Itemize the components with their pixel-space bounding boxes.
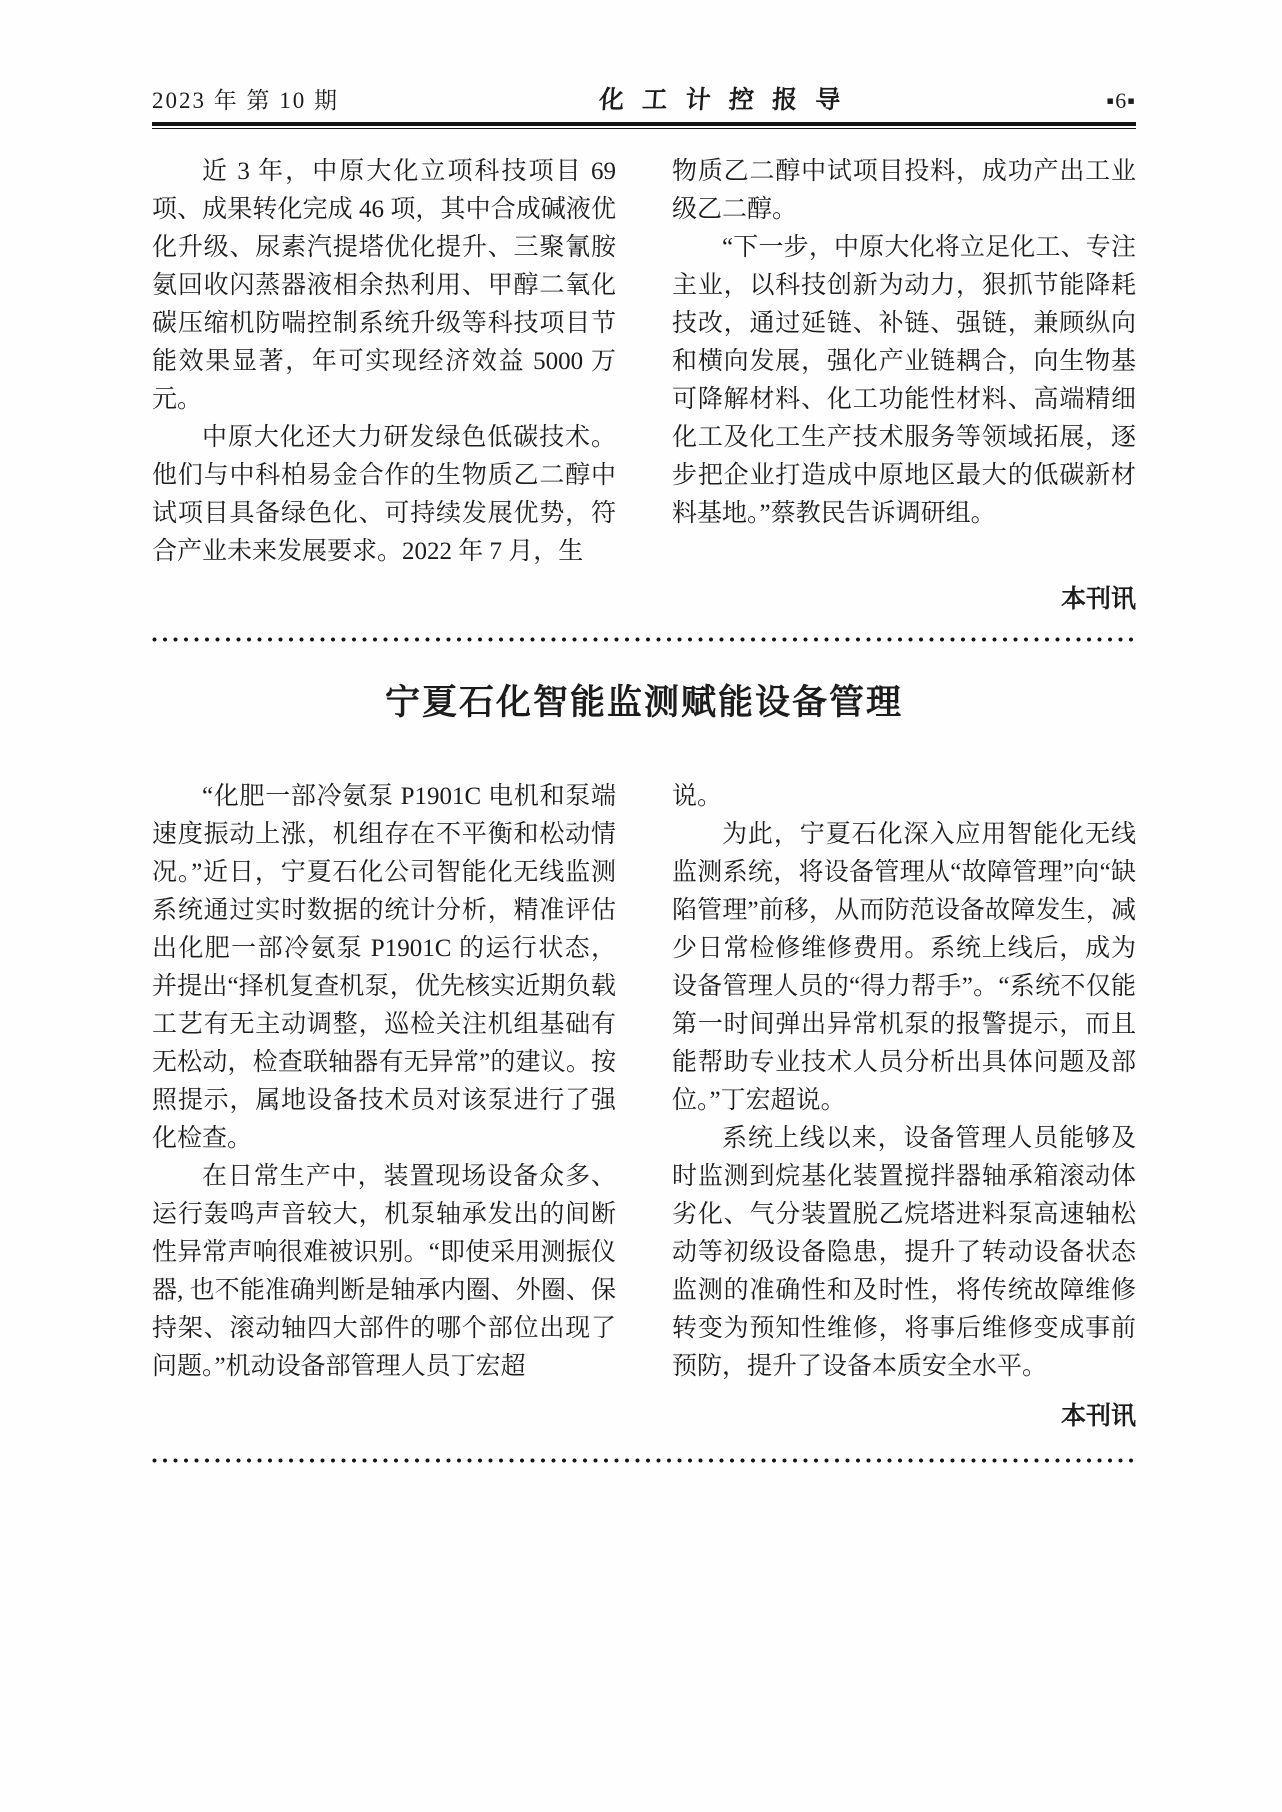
page-content xyxy=(152,0,1136,1463)
journal-title: 化 工 计 控 报 导 xyxy=(598,87,848,114)
article2-paragraph: 在日常生产中，装置现场设备众多、运行轰鸣声音较大，机泵轴承发出的间断性异常声响很难被识别。“即使采用测振仪器, 也不能准确判断是轴承内圈、外圈、保持架、滚动轴四大部件的哪个部位出现了问题。”机动设备部管理人员丁宏超 xyxy=(152,1163,616,1380)
article1-paragraph: 中原大化还大力研发绿色低碳技术。他们与中科柏易金合作的生物质乙二醇中试项目具备绿色化、可持续发展优势，符合产业未来发展要求。2022 年 7 月，生 xyxy=(152,424,616,565)
issue-label: 2023 年 第 10 期 xyxy=(152,88,339,113)
page-header xyxy=(152,0,1136,116)
article1-paragraph: “下一步，中原大化将立足化工、专注主业，以科技创新为动力，狠抓节能降耗技改，通过延链、补链、强链，兼顾纵向和横向发展，强化产业链耦合，向生物基可降解材料、化工功能性材料、高端精细化工及化工生产技术服务等领域拓展，逐步把企业打造成中原地区最大的低碳新材料基地。”蔡教民告诉调研组。 xyxy=(672,234,1136,527)
article2-byline: 本刊讯 xyxy=(1060,1403,1136,1430)
article2-left-column xyxy=(152,778,616,1386)
article2-body xyxy=(152,778,1136,1386)
dotted-separator-bottom xyxy=(152,1458,1136,1463)
header-double-rule xyxy=(152,122,1136,129)
article2-right-column xyxy=(672,778,1136,1386)
article1-byline: 本刊讯 xyxy=(1060,586,1136,613)
article1-left-column xyxy=(152,153,616,571)
article1-paragraph: 近 3 年，中原大化立项科技项目 69 项、成果转化完成 46 项，其中合成碱液优化升级、尿素汽提塔优化提升、三聚氰胺氨回收闪蒸器液相余热利用、甲醇二氧化碳压缩机防喘控制系统升级等科技项目节能效果显著，年可实现经济效益 5000 万元。 xyxy=(152,158,616,413)
article2-paragraph: 说。 xyxy=(672,783,723,810)
article2-paragraph: 为此，宁夏石化深入应用智能化无线监测系统，将设备管理从“故障管理”向“缺陷管理”前移，从而防范设备故障发生，减少日常检修维修费用。系统上线后，成为设备管理人员的“得力帮手”。“系统不仅能第一时间弹出异常机泵的报警提示，而且能帮助专业技术人员分析出具体问题及部位。”丁宏超说。 xyxy=(672,821,1136,1114)
article1-right-column xyxy=(672,153,1136,571)
article1-body xyxy=(152,153,1136,571)
article2-paragraph: “化肥一部冷氨泵 P1901C 电机和泵端速度振动上涨，机组存在不平衡和松动情况。”近日，宁夏石化公司智能化无线监测系统通过实时数据的统计分析，精准评估出化肥一部冷氨泵 P1901C 的运行状态，并提出“择机复查机泵，优先核实近期负载工艺有无主动调整，巡检关注机组基础有无松动，检查联轴器有无异常”的建议。按照提示，属地设备技术员对该泵进行了强化检查。 xyxy=(152,783,616,1152)
page-number: ▪6▪ xyxy=(1106,88,1136,113)
article2-title: 宁夏石化智能监测赋能设备管理 xyxy=(384,683,903,722)
article2-paragraph: 系统上线以来，设备管理人员能够及时监测到烷基化装置搅拌器轴承箱滚动体劣化、气分装置脱乙烷塔进料泵高速轴松动等初级设备隐患，提升了转动设备状态监测的准确性和及时性，将传统故障维修转变为预知性维修，将事后维修变成事前预防，提升了设备本质安全水平。 xyxy=(672,1125,1136,1380)
dotted-separator-top xyxy=(152,637,1136,642)
article1-paragraph: 物质乙二醇中试项目投料，成功产出工业级乙二醇。 xyxy=(672,158,1136,223)
